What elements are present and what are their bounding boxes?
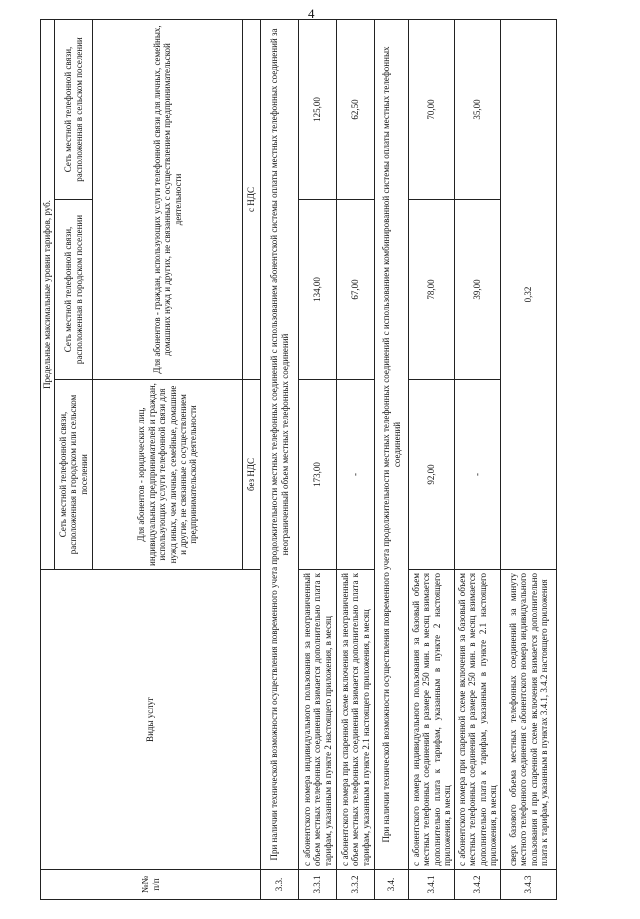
table-row <box>455 19 501 899</box>
service-text: с абонентского номера индивидуального пользования за неограниченный объем местных телефонных соединений взимается дополнительно плата к тарифам, указанным в пункте 2 настоящего приложения, в месяц <box>299 570 337 870</box>
table-row <box>409 19 455 899</box>
with-vat-label: с НДС <box>243 19 261 379</box>
value-urban: 39,00 <box>455 200 501 380</box>
section-heading: При наличии технической возможности осуществления повременного учета продолжительности местных телефонных соединений с использованием комбинированной системы оплаты местных телефонных соединений <box>375 19 409 869</box>
value-legal: 92,00 <box>409 380 455 570</box>
net-urban-header: Сеть местной телефонной связи, расположенная в городском или сельском поселении <box>55 380 93 570</box>
value-urban: 134,00 <box>299 200 337 380</box>
service-text: с абонентского номера при спаренной схеме включения за базовый объем местных телефонных соединений в размере 250 мин. в месяц взимается дополнительно плата к тарифам, указанным в пункте 2.1 настоящего приложения, в месяц <box>455 570 501 870</box>
row-number: 3.3.2 <box>337 870 375 900</box>
value-merged: 0,32 <box>501 19 557 569</box>
col-tariffs-header: Предельные максимальные уровни тарифов, руб. <box>41 19 55 569</box>
row-number: 3.4.1 <box>409 870 455 900</box>
table-row <box>375 19 409 899</box>
rotated-table-area <box>40 20 600 900</box>
table-row <box>501 19 557 899</box>
table-row <box>299 19 337 899</box>
net-urban2-header: Сеть местной телефонной связи, расположенная в городском поселении <box>55 200 93 380</box>
section-heading: При наличии технической возможности осуществления повременного учета продолжительности местных телефонных соединений с использованием абонентской системы оплаты местных телефонных соединений за неограниченный объем местных телефонных соединений <box>261 19 299 869</box>
value-legal: - <box>337 380 375 570</box>
subscribers-legal: Для абонентов - юридических лиц, индивидуальных предпринимателей и граждан, использующих услуги телефонной связи для нужд иных, чем личные, семейные, домашние и другие, не связанные с осуществлением предпринимательской деятельности <box>93 380 243 570</box>
value-legal: 173,00 <box>299 380 337 570</box>
no-vat-label: без НДС <box>243 380 261 570</box>
service-text: с абонентского номера индивидуального пользования за базовый объем местных телефонных соединений в размере 250 мин. в месяц взимается дополнительно плата к тарифам, указанным в пункте 2 настоящего приложения, в месяц <box>409 570 455 870</box>
tariff-table <box>40 19 557 900</box>
row-number: 3.3. <box>261 870 299 900</box>
value-legal: - <box>455 380 501 570</box>
value-rural: 35,00 <box>455 19 501 199</box>
service-text: сверх базового объема местных телефонных соединений за минуту местного телефонного соединения с абонентского номера индивидуального пользования и при спаренной схеме включения взимается дополнительно плата к тарифам, указанным в пунктах 3.4.1, 3.4.2 настоящего приложения <box>501 570 557 870</box>
table-row <box>261 19 299 899</box>
row-number: 3.4.3 <box>501 870 557 900</box>
value-rural: 125,00 <box>299 19 337 199</box>
row-number: 3.4. <box>375 870 409 900</box>
value-urban: 67,00 <box>337 200 375 380</box>
net-rural-header: Сеть местной телефонной связи, расположенная в сельском поселении <box>55 19 93 199</box>
service-text: с абонентского номера при спаренной схеме включения за неограниченный объем местных телефонных соединений взимается дополнительно плата к тарифам, указанным в пункте 2.1 настоящего приложения, в месяц <box>337 570 375 870</box>
row-number: 3.4.2 <box>455 870 501 900</box>
value-rural: 70,00 <box>409 19 455 199</box>
row-number: 3.3.1 <box>299 870 337 900</box>
table-row <box>337 19 375 899</box>
col-service-header: Виды услуг <box>41 570 261 870</box>
subscribers-citizens: Для абонентов - граждан, использующих услуги телефонной связи для личных, семейных, домашних нужд и других, не связанных с осуществлением предпринимательской деятельности <box>93 19 243 379</box>
page-number: 4 <box>308 6 315 21</box>
value-rural: 62,50 <box>337 19 375 199</box>
value-urban: 78,00 <box>409 200 455 380</box>
col-no-header: №№ п/п <box>41 870 261 900</box>
